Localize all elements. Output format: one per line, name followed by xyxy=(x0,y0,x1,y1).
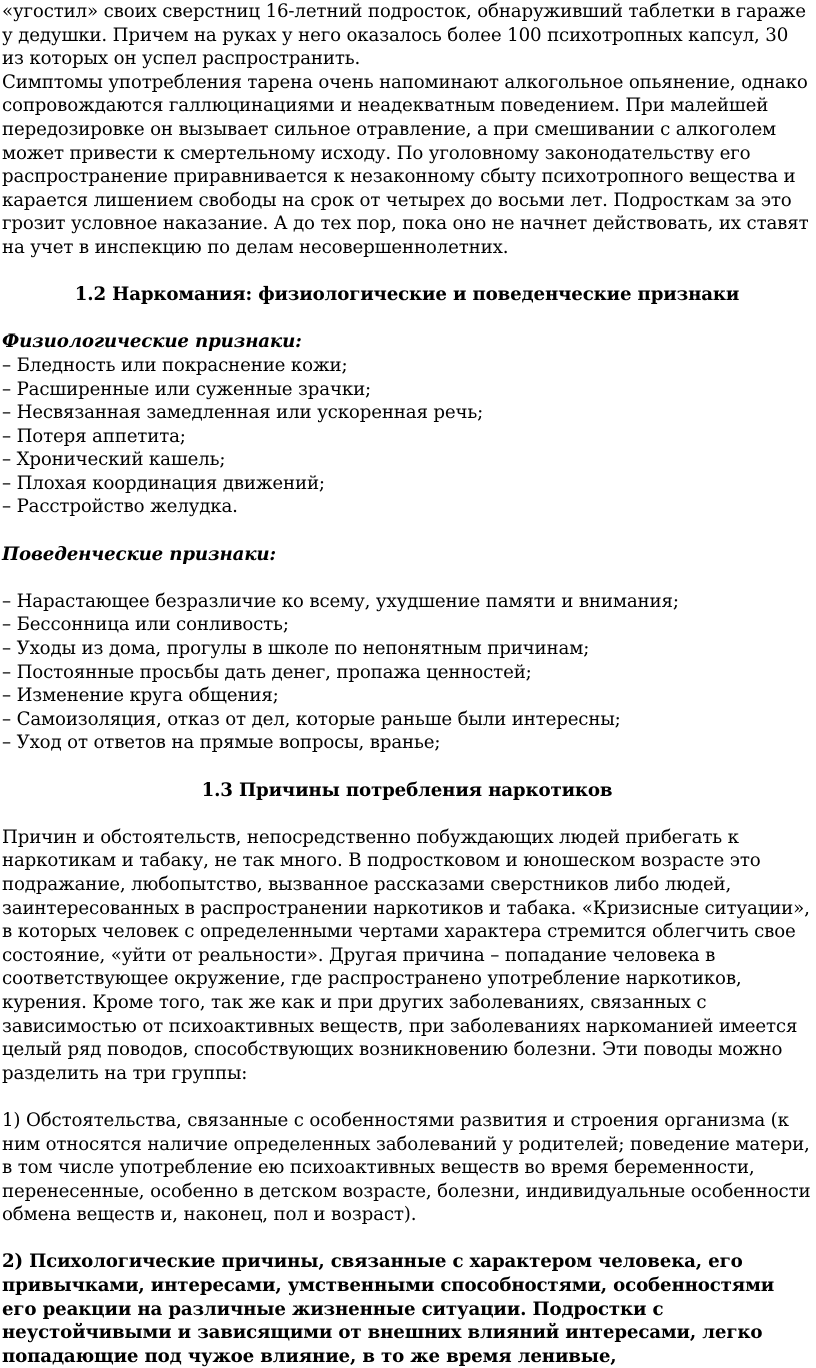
section-1-3-heading: 1.3 Причины потребления наркотиков xyxy=(201,779,613,801)
intro-paragraph-2: Симптомы употребления тарена очень напоминают алкогольное опьянение, однако сопровождаются галлюцинациями и неадекватным поведением. При малейшей передозировке он вызывает сильное отравление, а при смешивании с алкоголем может привести к смертельному исходу. По уголовному законодательству его распространение приравнивается к незаконному сбыту психотропного вещества и карается лишением свободы на срок от четырех до восьми лет. Подросткам за это грозит условное наказание. А до тех пор, пока оно не начнет действовать, их ставят на учет в инспекцию по делам несовершеннолетних. xyxy=(2,71,809,258)
list-item: – Уходы из дома, прогулы в школе по непонятным причинам; xyxy=(2,638,590,660)
list-item: – Изменение круга общения; xyxy=(2,685,279,707)
spacer xyxy=(2,307,812,331)
list-item: – Расширенные или суженные зрачки; xyxy=(2,378,372,400)
spacer xyxy=(2,260,812,284)
list-item: – Расстройство желудка. xyxy=(2,496,238,518)
list-item: – Бессонница или сонливость; xyxy=(2,614,289,636)
list-item: – Самоизоляция, отказ от дел, которые раньше были интересны; xyxy=(2,708,621,730)
physio-signs-heading: Физиологические признаки: xyxy=(2,331,302,353)
spacer xyxy=(2,566,812,590)
list-item: – Нарастающее безразличие ко всему, ухудшение памяти и внимания; xyxy=(2,590,679,612)
list-item: – Несвязанная замедленная или ускоренная речь; xyxy=(2,402,484,424)
causes-paragraph: Причин и обстоятельств, непосредственно побуждающих людей прибегать к наркотикам и табаку, не так много. В подростковом и юношеском возрасте это подражание, любопытство, вызванное рассказами сверстников либо людей, заинтересованных в распространении наркотиков и табака. «Кризисные ситуации», в которых человек с определенными чертами характера стремится облегчить свое состояние, «уйти от реальности». Другая причина – попадание человека в соответствующее окружение, где распространено употребление наркотиков, курения. Кроме того, так же как и при других заболеваниях, связанных с зависимостью от психоактивных веществ, при заболеваниях наркоманией имеется целый ряд поводов, способствующих возникновению болезни. Эти поводы можно разделить на три группы: xyxy=(2,826,810,1084)
causes-group-2: 2) Психологические причины, связанные с характером человека, его привычками, интересами, умственными способностями, особенностями его реакции на различные жизненные ситуации. Подростки с неустойчивыми и зависящими от внешних влияний интересами, легко попадающие под чужое влияние, в то же время ленивые, xyxy=(2,1251,775,1367)
list-item: – Постоянные просьбы дать денег, пропажа ценностей; xyxy=(2,661,532,683)
list-item: – Уход от ответов на прямые вопросы, вранье; xyxy=(2,732,441,754)
section-1-2-heading: 1.2 Наркомания: физиологические и поведенческие признаки xyxy=(74,284,740,306)
behav-signs-list xyxy=(2,590,812,755)
physio-signs-list xyxy=(2,354,812,519)
causes-group-1: 1) Обстоятельства, связанные с особенностями развития и строения организма (к ним относятся наличие определенных заболеваний у родителей; поведение матери, в том числе употребление ею психоактивных веществ во время беременности, перенесенные, особенно в детском возрасте, болезни, индивидуальные особенности обмена веществ и, наконец, пол и возраст). xyxy=(2,1109,811,1226)
list-item: – Хронический кашель; xyxy=(2,449,226,471)
list-item: – Потеря аппетита; xyxy=(2,425,186,447)
list-item: – Бледность или покраснение кожи; xyxy=(2,354,348,376)
list-item: – Плохая координация движений; xyxy=(2,472,325,494)
spacer xyxy=(2,755,812,779)
spacer xyxy=(2,519,812,543)
behav-signs-heading: Поведенческие признаки: xyxy=(2,543,276,565)
spacer xyxy=(2,1085,812,1109)
intro-paragraph-1: «угостил» своих сверстниц 16-летний подросток, обнаруживший таблетки в гараже у дедушки. Причем на руках у него оказалось более 100 психотропных капсул, 30 из которых он успел распространить. xyxy=(2,1,806,70)
spacer xyxy=(2,1227,812,1251)
spacer xyxy=(2,802,812,826)
